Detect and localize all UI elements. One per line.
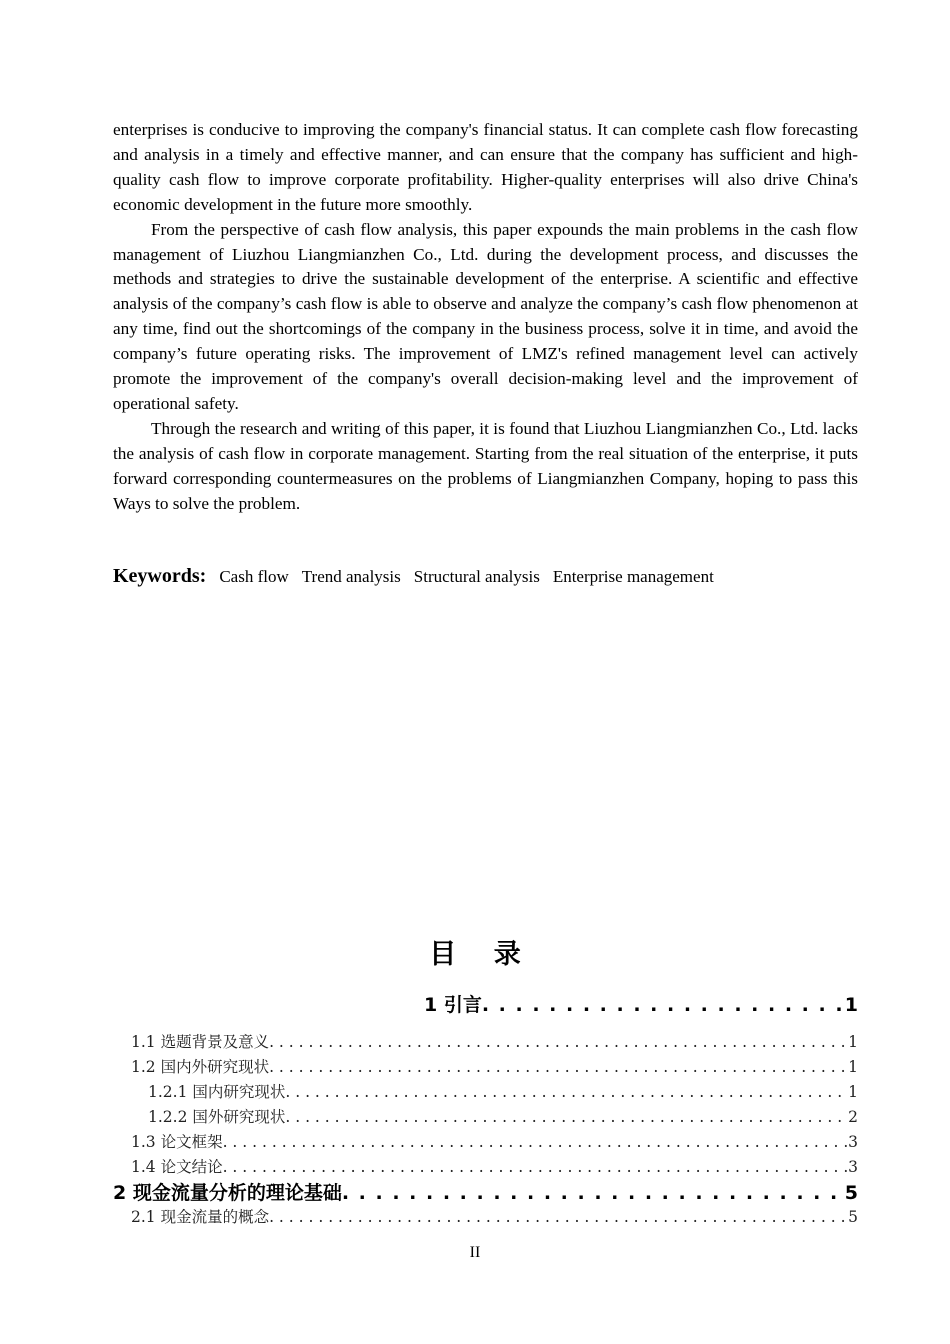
toc-entry-section[interactable] (131, 1155, 858, 1177)
toc-entry-chapter-2[interactable] (113, 1178, 858, 1205)
toc-entry-subsection[interactable] (148, 1105, 858, 1127)
keyword: Trend analysis (301, 567, 401, 586)
toc-entry-page: 3 (848, 1158, 858, 1176)
toc-entry-page: 1 (844, 994, 858, 1016)
toc-entry-page: 1 (848, 1033, 858, 1051)
toc-leader-dots (482, 994, 845, 1016)
toc-leader-dots (269, 1033, 848, 1051)
toc-leader-dots (223, 1158, 849, 1176)
toc-entry-label: 2.1 现金流量的概念 (131, 1208, 270, 1226)
toc-entry-label: 1 引言 (424, 994, 482, 1016)
toc-entry-label: 2 现金流量分析的理论基础 (113, 1182, 342, 1204)
toc-leader-dots (285, 1108, 848, 1126)
toc-entry-section[interactable] (131, 1205, 858, 1227)
toc-entry-label: 1.3 论文框架 (131, 1133, 223, 1151)
toc-entry-label: 1.2.2 国外研究现状 (148, 1108, 286, 1126)
toc-entry-page: 1 (848, 1058, 858, 1076)
abstract-paragraph: From the perspective of cash flow analysis, this paper expounds the main problems in the cash flow management of Liuzhou Liangmianzhen Co., Ltd. during the development process, and discusses the methods and strategies to drive the sustainable development of the enterprise. A scientific and effective analysis of the company’s cash flow is able to observe and analyze the company’s cash flow phenomenon at any time, find out the shortcomings of the company in the business process, solve it in time, and avoid the company’s future operating risks. The improvement of LMZ's refined management level can actively promote the improvement of the company's overall decision-making level and the improvement of operational safety. (113, 219, 858, 413)
toc-entry-section[interactable] (131, 1130, 858, 1152)
keyword: Enterprise management (552, 567, 714, 586)
toc-entry-page: 5 (848, 1208, 858, 1226)
toc-entry-section[interactable] (131, 1030, 858, 1052)
keyword: Cash flow (219, 567, 289, 586)
toc-entry-label: 1.2.1 国内研究现状 (148, 1083, 286, 1101)
keyword: Structural analysis (413, 567, 540, 586)
toc-entry-label: 1.2 国内外研究现状 (131, 1058, 270, 1076)
abstract-body (113, 118, 858, 517)
toc-leader-dots (269, 1208, 848, 1226)
keywords-line (113, 565, 714, 588)
toc-leader-dots (223, 1133, 849, 1151)
toc-entry-page: 5 (844, 1182, 858, 1204)
toc-entry-chapter-1[interactable] (424, 990, 858, 1017)
toc-entry-page: 3 (848, 1133, 858, 1151)
abstract-paragraph: enterprises is conducive to improving the company's financial status. It can complete cash flow forecasting and analysis in a timely and effective manner, and can ensure that the company has sufficient and high-quality cash flow to improve corporate profitability. Higher-quality enterprises will also drive China's economic development in the future more smoothly. (113, 120, 858, 214)
toc-entry-page: 1 (848, 1083, 858, 1101)
keywords-label: Keywords: (113, 565, 207, 587)
toc-entry-subsection[interactable] (148, 1080, 858, 1102)
toc-entry-label: 1.1 选题背景及意义 (131, 1033, 270, 1051)
abstract-paragraph: Through the research and writing of this paper, it is found that Liuzhou Liangmianzhen Co., Ltd. lacks the analysis of cash flow in corporate management. Starting from the real situation of the enterprise, it puts forward corresponding countermeasures on the problems of Liangmianzhen Company, hoping to pass this Ways to solve the problem. (113, 418, 858, 513)
toc-entry-label: 1.4 论文结论 (131, 1158, 223, 1176)
page-number: II (469, 1244, 481, 1261)
toc-leader-dots (342, 1182, 845, 1204)
toc-entry-section[interactable] (131, 1055, 858, 1077)
toc-title: 目 录 (429, 939, 535, 970)
toc-leader-dots (269, 1058, 848, 1076)
toc-entry-page: 2 (848, 1108, 858, 1126)
toc-leader-dots (285, 1083, 848, 1101)
